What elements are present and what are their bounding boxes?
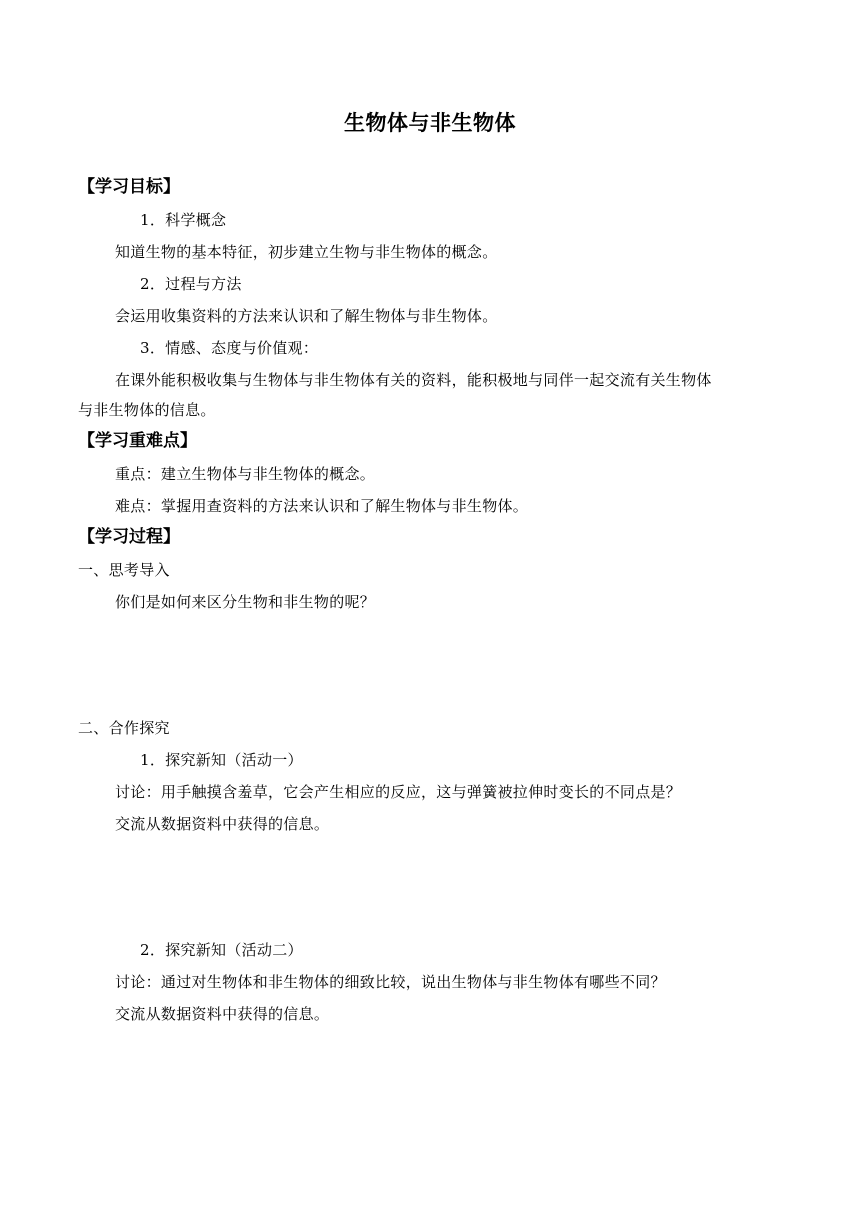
document-title: 生物体与非生物体 — [344, 111, 516, 135]
process-heading: 【学习过程】 — [78, 527, 180, 547]
objective-1-text: 知道生物的基本特征，初步建立生物与非生物体的概念。 — [115, 243, 498, 261]
activity-2-heading: 2．探究新知（活动二） — [140, 941, 303, 959]
key-points-heading: 【学习重难点】 — [78, 431, 197, 451]
objective-3-label: 3．情感、态度与价值观： — [140, 339, 319, 357]
activity-2-discussion: 讨论：通过对生物体和非生物体的细致比较，说出生物体与非生物体有哪些不同？ — [115, 973, 666, 991]
section-2-heading: 二、合作探究 — [78, 719, 170, 737]
section-1-heading: 一、思考导入 — [78, 561, 170, 579]
difficult-point-text: 难点：掌握用查资料的方法来认识和了解生物体与非生物体。 — [115, 497, 529, 515]
objective-1-label: 1．科学概念 — [140, 211, 227, 229]
section-1-question: 你们是如何来区分生物和非生物的呢？ — [115, 593, 376, 611]
key-point-text: 重点：建立生物体与非生物体的概念。 — [115, 465, 376, 483]
objective-3-text-line-2: 与非生物体的信息。 — [78, 401, 216, 419]
objective-3-text-line-1: 在课外能积极收集与生物体与非生物体有关的资料，能积极地与同伴一起交流有关生物体 — [115, 371, 712, 389]
objectives-heading: 【学习目标】 — [78, 177, 180, 197]
activity-1-share: 交流从数据资料中获得的信息。 — [115, 815, 330, 833]
activity-1-heading: 1．探究新知（活动一） — [140, 751, 303, 769]
objective-2-text: 会运用收集资料的方法来认识和了解生物体与非生物体。 — [115, 307, 498, 325]
activity-2-share: 交流从数据资料中获得的信息。 — [115, 1005, 330, 1023]
activity-1-discussion: 讨论：用手触摸含羞草，它会产生相应的反应，这与弹簧被拉伸时变长的不同点是？ — [115, 783, 682, 801]
objective-2-label: 2．过程与方法 — [140, 275, 242, 293]
